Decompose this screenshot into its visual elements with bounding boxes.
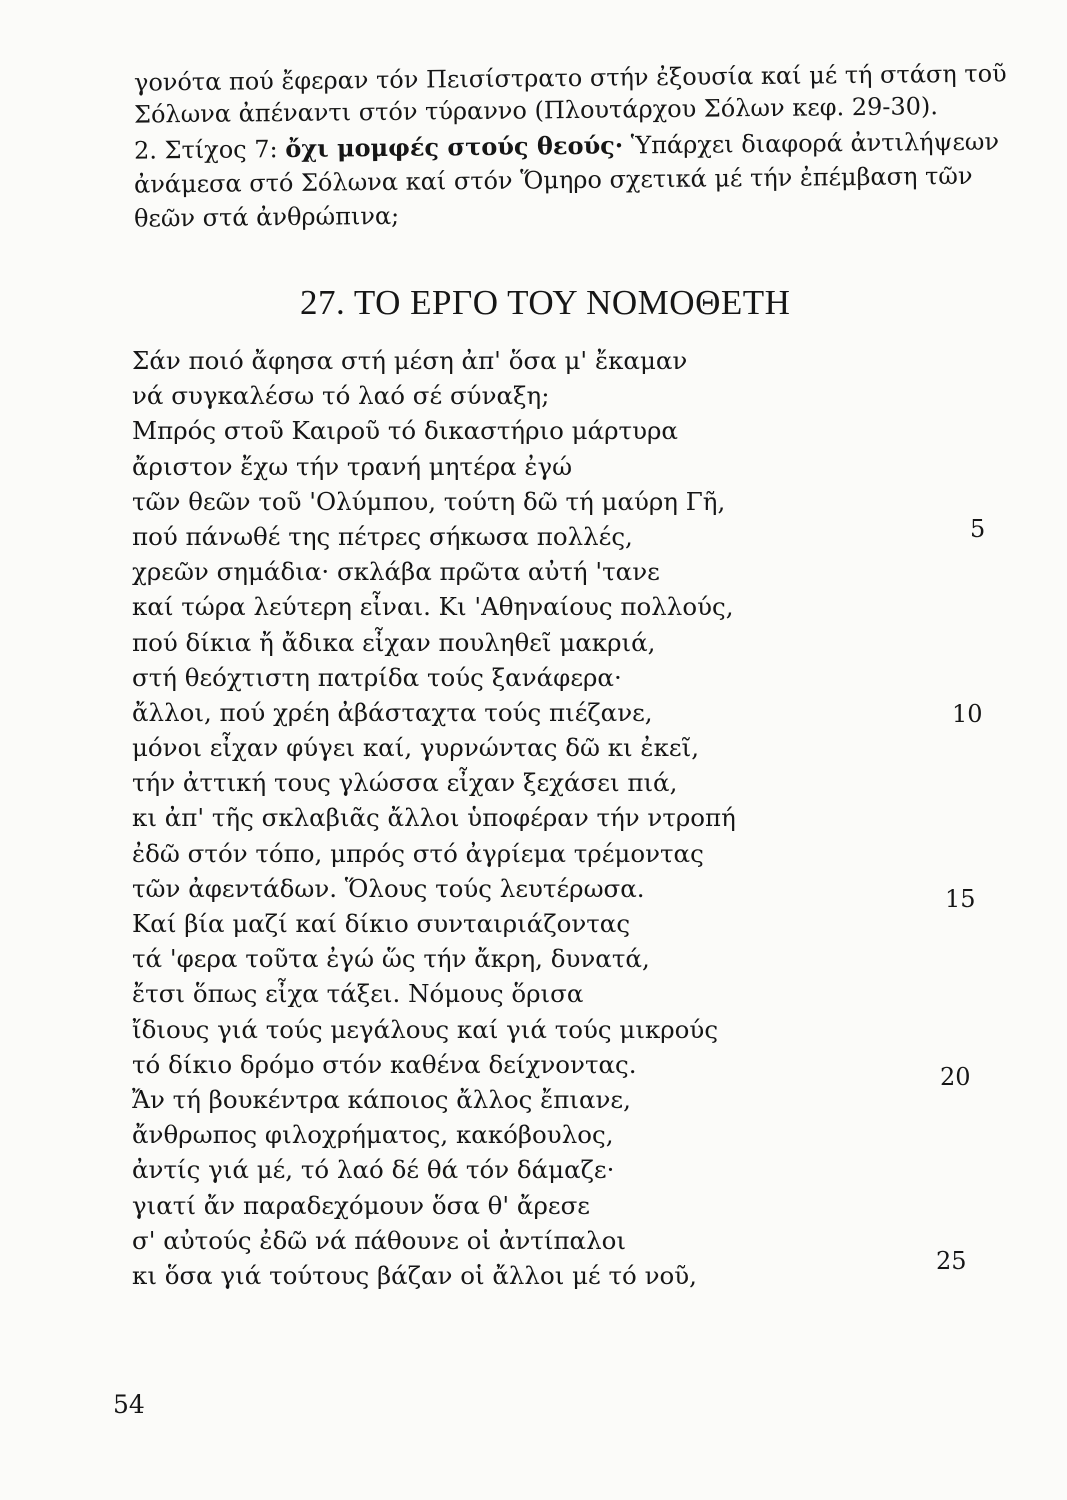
verse-line: ἄριστον ἔχω τήν τρανή μητέρα ἐγώ [132,451,573,481]
verse-line: κι ὅσα γιά τούτους βάζαν οἱ ἄλλοι μέ τό νοῦ, [132,1260,697,1290]
line-number: 15 [945,885,976,913]
verse-line: ἐδῶ στόν τόπο, μπρός στό ἀγρίεμα τρέμοντας [132,838,704,868]
verse-line: χρεῶν σημάδια· σκλάβα πρῶτα αὐτή 'τανε [132,557,660,587]
verse-line: Καί βία μαζί καί δίκιο συνταιριάζοντας [132,909,631,938]
verse-line: τήν ἀττική τους γλώσσα εἶχαν ξεχάσει πιά, [132,768,678,798]
commentary-note-number: 2. Στίχος 7: [133,135,286,165]
verse-line: Μπρός στοῦ Καιροῦ τό δικαστήριο μάρτυρα [132,416,678,446]
verse-line: μόνοι εἶχαν φύγει καί, γυρνώντας δῶ κι ἐκεῖ, [132,733,699,763]
verse-line: πού πάνωθέ της πέτρες σήκωσα πολλές, [132,521,633,551]
verse-line: κι ἀπ' τῆς σκλαβιᾶς ἄλλοι ὑποφέραν τήν ντροπή [132,803,736,833]
line-number: 5 [970,515,986,543]
verse-line: τό δίκιο δρόμο στόν καθένα δείχνοντας. [132,1049,637,1079]
commentary-line: Σόλωνα ἀπέναντι στόν τύραννο (Πλουτάρχου Σόλων κεφ. 29-30). [133,92,939,129]
verse-line: ἄνθρωπος φιλοχρήματος, κακόβουλος, [132,1120,614,1150]
verse-line: ἴδιους γιά τούς μεγάλους καί γιά τούς μικρούς [132,1014,719,1044]
verse-line: τά 'φερα τοῦτα ἐγώ ὥς τήν ἄκρη, δυνατά, [132,944,650,974]
verse-line: Σάν ποιό ἄφησα στή μέση ἀπ' ὅσα μ' ἔκαμαν [132,346,688,375]
verse-line: ἀντίς γιά μέ, τό λαό δέ θά τόν δάμαζε· [132,1155,615,1185]
verse-line: νά συγκαλέσω τό λαό σέ σύναξη; [132,381,550,411]
commentary-line: θεῶν στά ἀνθρώπινα; [133,201,400,233]
poem-title: 27. ΤΟ ΕΡΓΟ ΤΟΥ ΝΟΜΟΘΕΤΗ [300,283,791,322]
page-number: 54 [113,1390,145,1419]
verse-line: καί τώρα λεύτερη εἶναι. Κι 'Αθηναίους πολλούς, [132,592,734,622]
verse-line: ἔτσι ὅπως εἶχα τάξει. Νόμους ὅρισα [132,979,584,1009]
verse-line: σ' αὐτούς ἐδῶ νά πάθουνε οἱ ἀντίπαλοι [132,1225,626,1255]
verse-line: Ἄν τή βουκέντρα κάποιος ἄλλος ἔπιανε, [132,1084,631,1114]
commentary-bold-phrase: ὄχι μομφές στούς θεούς· [285,130,624,164]
line-number: 10 [952,700,983,728]
commentary-line: γονότα πού ἔφεραν τόν Πεισίστρατο στήν ἐξουσία καί μέ τή στάση τοῦ [133,59,1007,97]
verse-line: ἄλλοι, πού χρέη ἀβάσταχτα τούς πιέζανε, [132,697,653,727]
commentary-line: ἀνάμεσα στό Σόλωνα καί στόν Ὅμηρο σχετικά μέ τήν ἐπέμβαση τῶν [133,161,973,199]
line-number: 25 [936,1247,967,1275]
poem-verse [132,343,736,1293]
commentary-text: Ὑπάρχει διαφορά ἀντιλήψεων [622,127,1000,160]
verse-line: γιατί ἄν παραδεχόμουν ὅσα θ' ἄρεσε [132,1190,590,1220]
verse-line: στή θεόχτιστη πατρίδα τούς ξανάφερα· [132,662,622,692]
verse-line: τῶν ἀφεντάδων. Ὅλους τούς λευτέρωσα. [132,873,645,903]
line-number: 20 [940,1063,971,1091]
verse-line: τῶν θεῶν τοῦ 'Ολύμπου, τούτη δῶ τή μαύρη Γῆ, [132,486,726,516]
verse-line: πού δίκια ἤ ἄδικα εἶχαν πουληθεῖ μακριά, [132,627,656,657]
